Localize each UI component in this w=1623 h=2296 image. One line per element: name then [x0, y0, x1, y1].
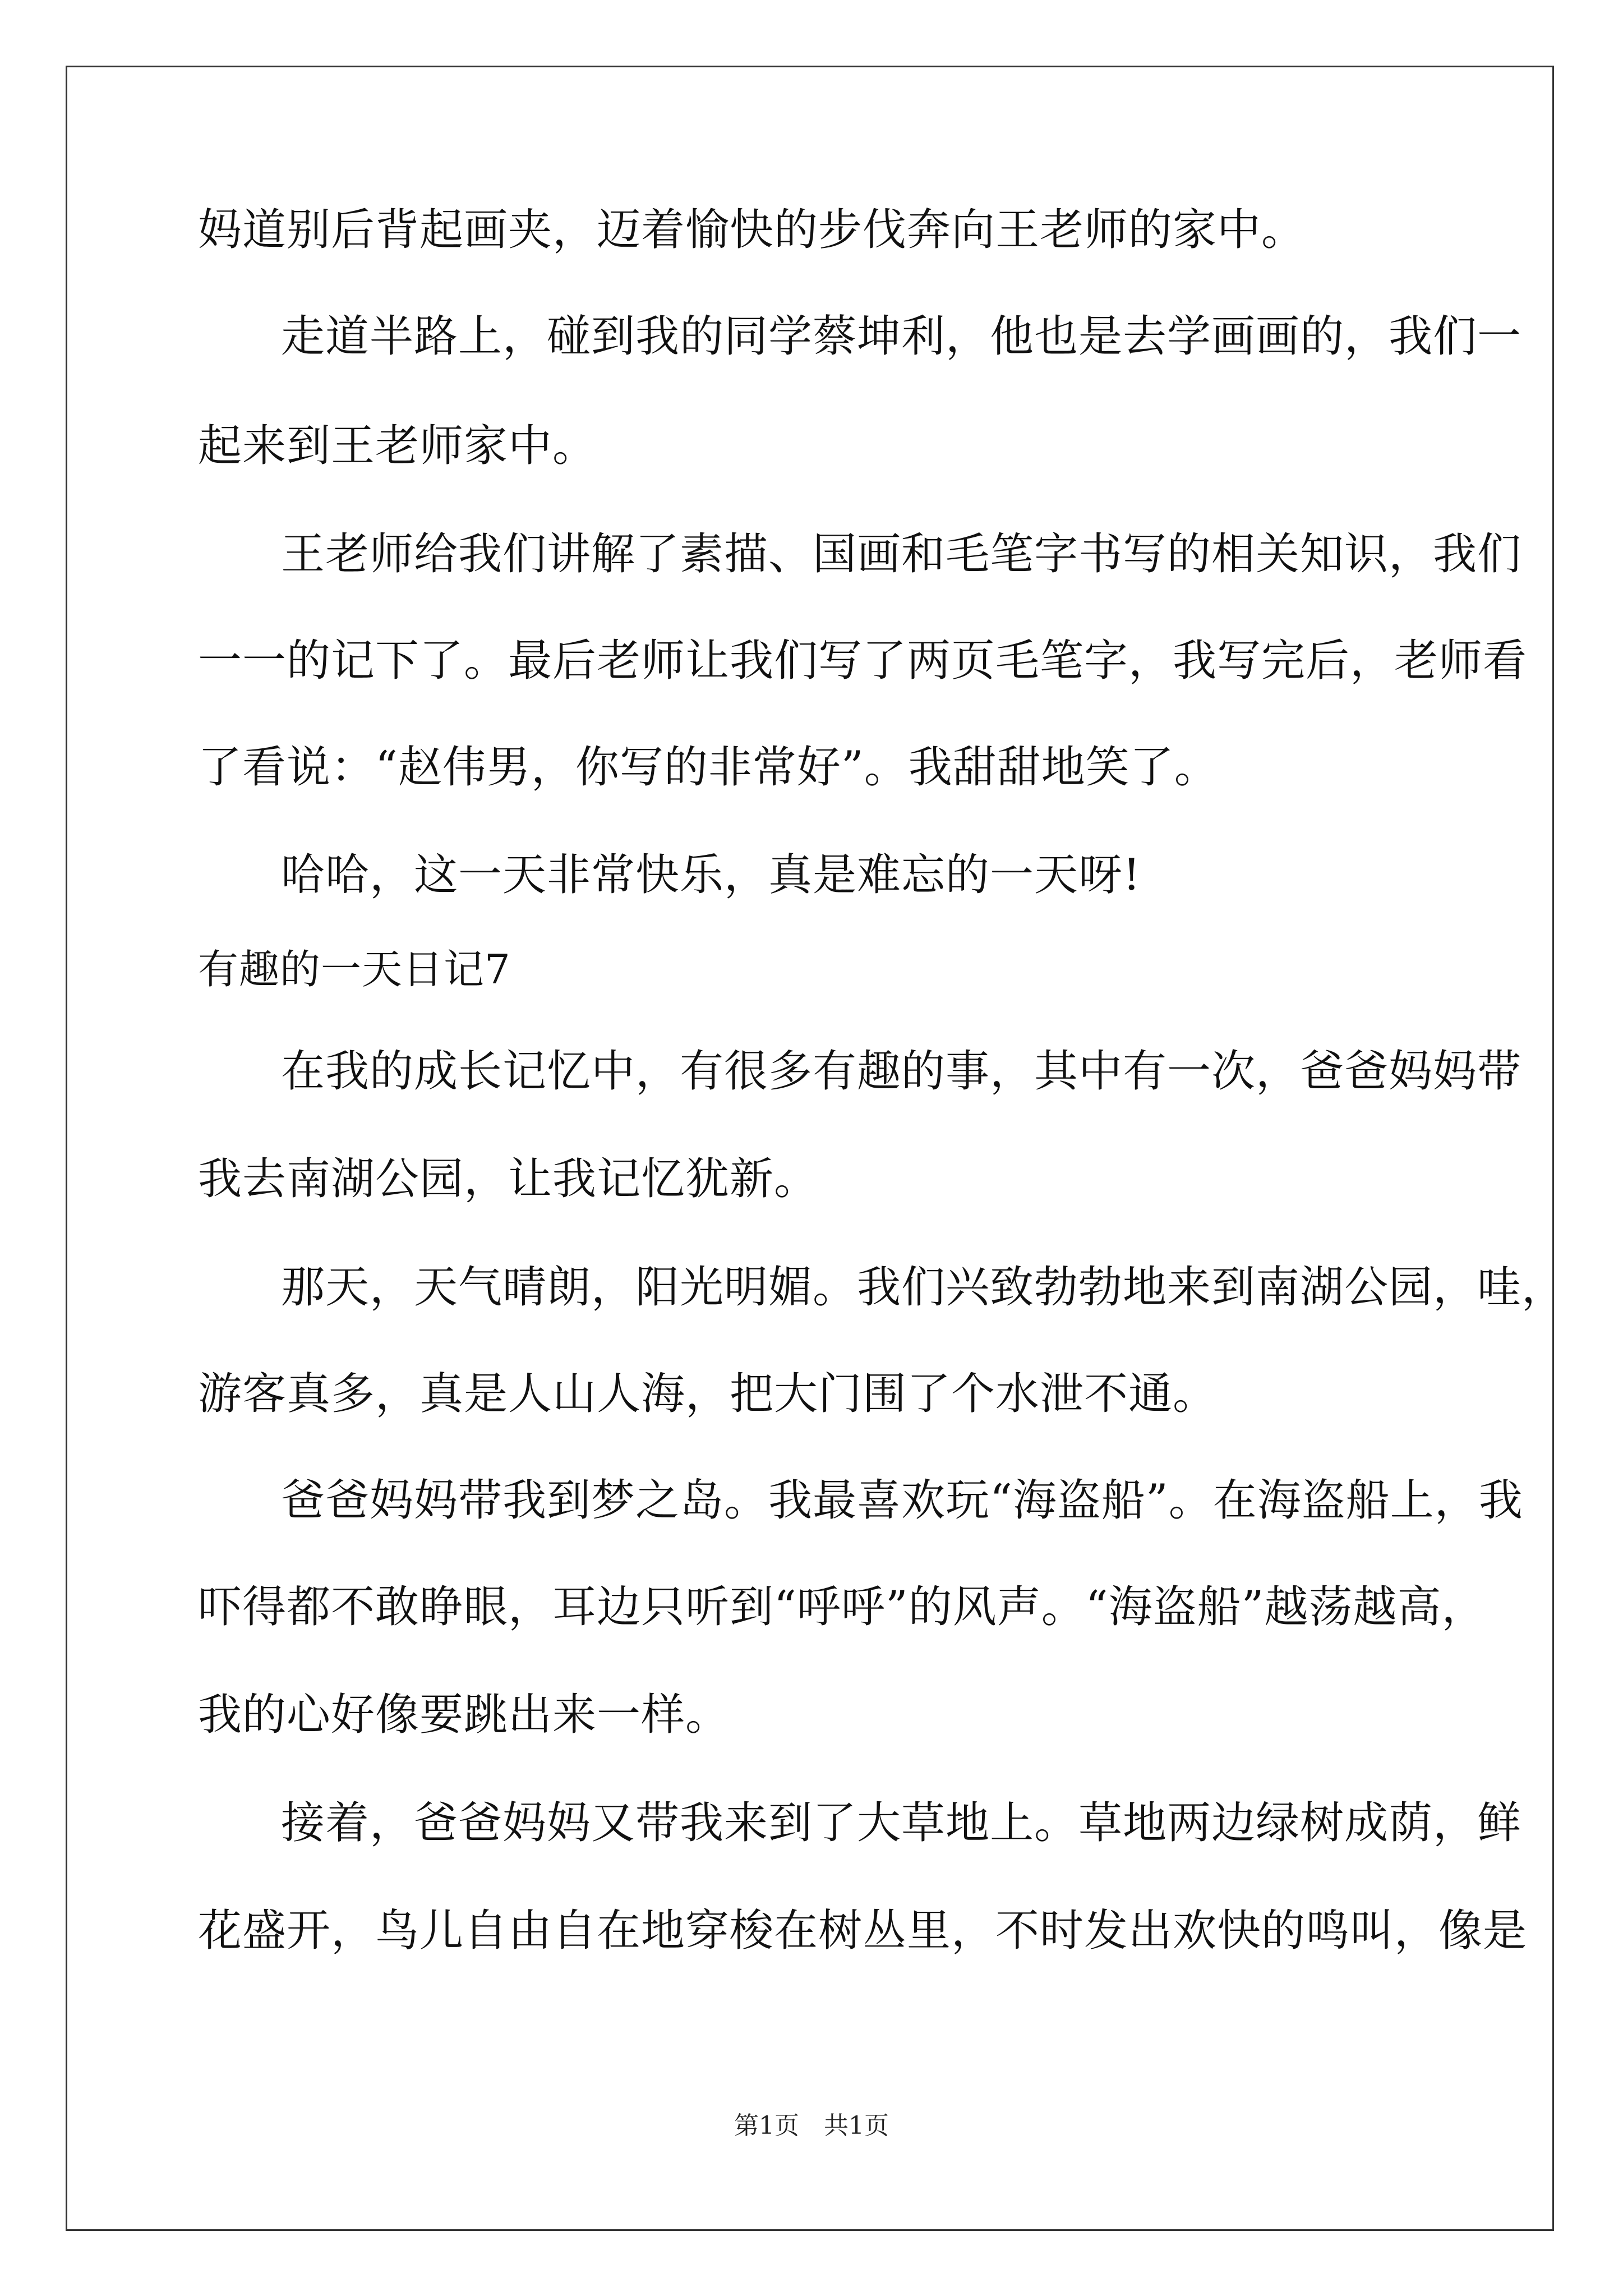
- page-number: 第1页 共1页: [734, 2111, 889, 2140]
- section-heading: 有趣的一天日记7: [198, 946, 511, 993]
- text-line: 一一的记下了。最后老师让我们写了两页毛笔字，我写完后，老师看: [198, 636, 1528, 686]
- text-line: 花盛开，鸟儿自由自在地穿梭在树丛里，不时发出欢快的鸣叫，像是: [198, 1906, 1528, 1956]
- text-line: 我去南湖公园，让我记忆犹新。: [198, 1154, 819, 1204]
- text-line: 爸爸妈妈带我到梦之岛。我最喜欢玩“海盗船”。在海盗船上，我: [281, 1475, 1523, 1526]
- text-line: 王老师给我们讲解了素描、国画和毛笔字书写的相关知识，我们: [281, 529, 1522, 579]
- text-line: 妈道别后背起画夹，迈着愉快的步伐奔向王老师的家中。: [198, 205, 1306, 255]
- text-line: 接着，爸爸妈妈又带我来到了大草地上。草地两边绿树成荫，鲜: [281, 1798, 1522, 1848]
- text-line: 走道半路上，碰到我的同学蔡坤利，他也是去学画画的，我们一: [281, 311, 1522, 362]
- text-line: 吓得都不敢睁眼，耳边只听到“呼呼”的风声。“海盗船”越荡越高，: [198, 1582, 1486, 1632]
- text-line: 哈哈，这一天非常快乐，真是难忘的一天呀!: [281, 850, 1141, 900]
- text-line: 了看说：“赵伟男，你写的非常好”。我甜甜地笑了。: [198, 742, 1219, 793]
- text-line: 在我的成长记忆中，有很多有趣的事，其中有一次，爸爸妈妈带: [281, 1046, 1522, 1097]
- text-line: 游客真多，真是人山人海，把大门围了个水泄不通。: [198, 1369, 1218, 1419]
- text-line: 起来到王老师家中。: [198, 421, 597, 471]
- text-line: 那天，天气晴朗，阳光明媚。我们兴致勃勃地来到南湖公园，哇，: [281, 1262, 1566, 1313]
- text-line: 我的心好像要跳出来一样。: [198, 1690, 730, 1740]
